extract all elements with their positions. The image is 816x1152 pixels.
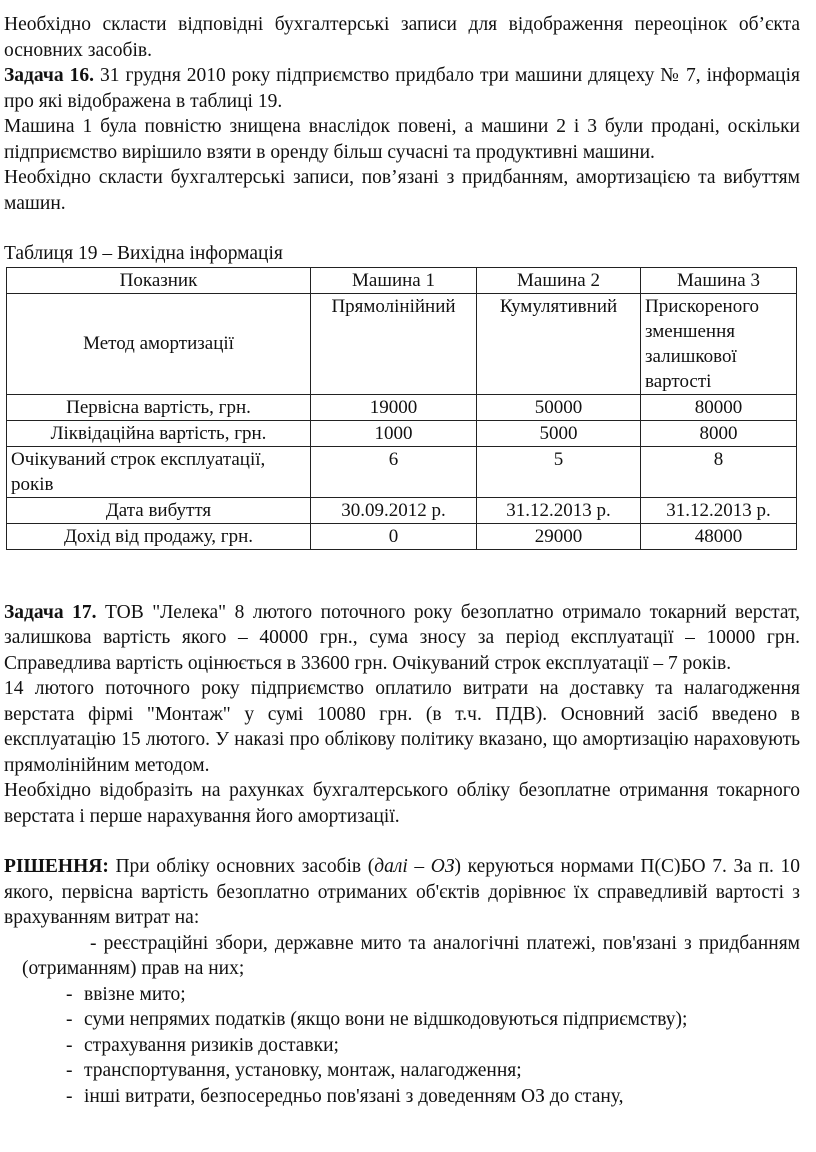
list-item xyxy=(4,1084,800,1110)
table-cell: 0 xyxy=(311,523,477,549)
list-item xyxy=(4,1058,800,1084)
list-item-text: інші витрати, безпосередньо пов'язані з доведенням ОЗ до стану, xyxy=(84,1085,624,1107)
table-cell: 80000 xyxy=(641,394,797,420)
list-item-text: транспортування, установку, монтаж, налагодження; xyxy=(84,1060,522,1081)
task17-text1: ТОВ "Лелека" 8 лютого поточного року безоплатно отримало токарний верстат, залишкова вартість якого – 40000 грн., сума зносу за період експлуатації – 10000 грн. Справедлива вартість оцінюється в 33600 грн. Очікуваний строк експлуатації – 7 років. xyxy=(4,601,800,674)
table-cell: Дата вибуття xyxy=(7,497,311,523)
task17-text2: 14 лютого поточного року підприємство оплатило витрати на доставку та налагодження верстата фірмі "Монтаж" у сумі 10080 грн. (в т.ч. ПДВ). Основний засіб введено в експлуатацію 15 лютого. У наказі про облікову політику вказано, що амортизацію нараховують прямолінійним методом. xyxy=(4,678,800,776)
list-dash: - xyxy=(90,932,97,954)
table-cell: 19000 xyxy=(311,394,477,420)
task16-text2: Машина 1 була повністю знищена внаслідок повені, а машини 2 і 3 були продані, оскільки підприємство вирішило взяти в оренду більш сучасні та продуктивні машини. xyxy=(4,116,800,163)
list-item-text: страхування ризиків доставки; xyxy=(84,1034,339,1056)
table-row xyxy=(7,446,797,497)
list-item-text: реєстраційні збори, державне мито та аналогічні платежі, пов'язані з придбанням (отриманням) прав на них; xyxy=(22,932,801,979)
table-cell: Ліквідаційна вартість, грн. xyxy=(7,420,311,446)
solution-text-b: ) керуються нормами П(С)БО 7. За п. 10 якого, первісна вартість безоплатно отриманих об'єктів дорівнює їх справедливій вартості з врахуванням витрат на: xyxy=(4,856,800,928)
table-cell: 8 xyxy=(641,446,797,497)
table-cell: 1000 xyxy=(311,420,477,446)
solution-paragraph xyxy=(4,854,800,931)
task16-text3: Необхідно скласти бухгалтерські записи, пов’язані з придбанням, амортизацією та вибуттям машин. xyxy=(4,167,800,214)
list-dash: - xyxy=(66,1060,73,1081)
table-row xyxy=(7,420,797,446)
table-cell: 30.09.2012 р. xyxy=(311,497,477,523)
table-cell: 5000 xyxy=(477,420,641,446)
table-cell: 8000 xyxy=(641,420,797,446)
table-cell: 50000 xyxy=(477,394,641,420)
table-cell: 48000 xyxy=(641,523,797,549)
table-cell: 29000 xyxy=(477,523,641,549)
table-row xyxy=(7,293,797,394)
task16-text1: 31 грудня 2010 року підприємство придбало три машини дляцеху № 7, інформація про які відображена в таблиці 19. xyxy=(4,65,800,112)
table-row xyxy=(7,523,797,549)
task17-paragraph xyxy=(4,600,800,677)
table-header-cell: Показник xyxy=(7,267,311,293)
task16-label: Задача 16. xyxy=(4,65,94,86)
solution-label: РІШЕННЯ: xyxy=(4,856,109,877)
list-dash: - xyxy=(66,983,73,1005)
task16-paragraph xyxy=(4,63,800,114)
table-header-row xyxy=(7,267,797,293)
table-row xyxy=(7,497,797,523)
list-item-text: суми непрямих податків (якщо вони не відшкодовуються підприємству); xyxy=(84,1009,688,1030)
source-data-table xyxy=(6,267,797,550)
table-header-cell: Машина 3 xyxy=(641,267,797,293)
table-cell: Первісна вартість, грн. xyxy=(7,394,311,420)
list-item-text: ввізне мито; xyxy=(84,983,186,1005)
table-cell: Дохід від продажу, грн. xyxy=(7,523,311,549)
table-row xyxy=(7,394,797,420)
list-item xyxy=(4,931,800,982)
table-cell: 5 xyxy=(477,446,641,497)
document-page xyxy=(4,12,800,1109)
table-cell: Прямолінійний xyxy=(311,293,477,394)
list-dash: - xyxy=(66,1009,73,1030)
table-header-cell: Машина 1 xyxy=(311,267,477,293)
task17-label: Задача 17. xyxy=(4,601,97,623)
list-item xyxy=(4,1007,800,1033)
solution-text-a: При обліку основних засобів ( xyxy=(108,856,375,877)
list-dash: - xyxy=(66,1034,73,1056)
cost-items-list xyxy=(4,931,800,1110)
list-item xyxy=(4,982,800,1008)
table-cell: 31.12.2013 р. xyxy=(477,497,641,523)
spacer xyxy=(4,829,800,854)
task17-text3: Необхідно відобразіть на рахунках бухгалтерського обліку безоплатне отримання токарного верстата і перше нарахування його амортизації. xyxy=(4,780,800,827)
table-header-cell: Машина 2 xyxy=(477,267,641,293)
list-dash: - xyxy=(66,1085,73,1107)
solution-text-italic: далі – ОЗ xyxy=(374,856,455,877)
table-cell: Очікуваний строк експлуатації, років xyxy=(7,446,311,497)
table-cell: Метод амортизації xyxy=(7,293,311,394)
table-caption: Таблиця 19 – Вихідна інформація xyxy=(4,243,283,264)
table-cell: Прискореного зменшення залишкової вартості xyxy=(641,293,797,394)
table-cell: 31.12.2013 р. xyxy=(641,497,797,523)
list-item xyxy=(4,1033,800,1059)
table-cell: 6 xyxy=(311,446,477,497)
table-cell: Кумулятивний xyxy=(477,293,641,394)
spacer xyxy=(4,216,800,241)
spacer xyxy=(4,550,800,600)
intro-paragraph: Необхідно скласти відповідні бухгалтерські записи для відображення переоцінок об’єкта основних засобів. xyxy=(4,14,800,61)
